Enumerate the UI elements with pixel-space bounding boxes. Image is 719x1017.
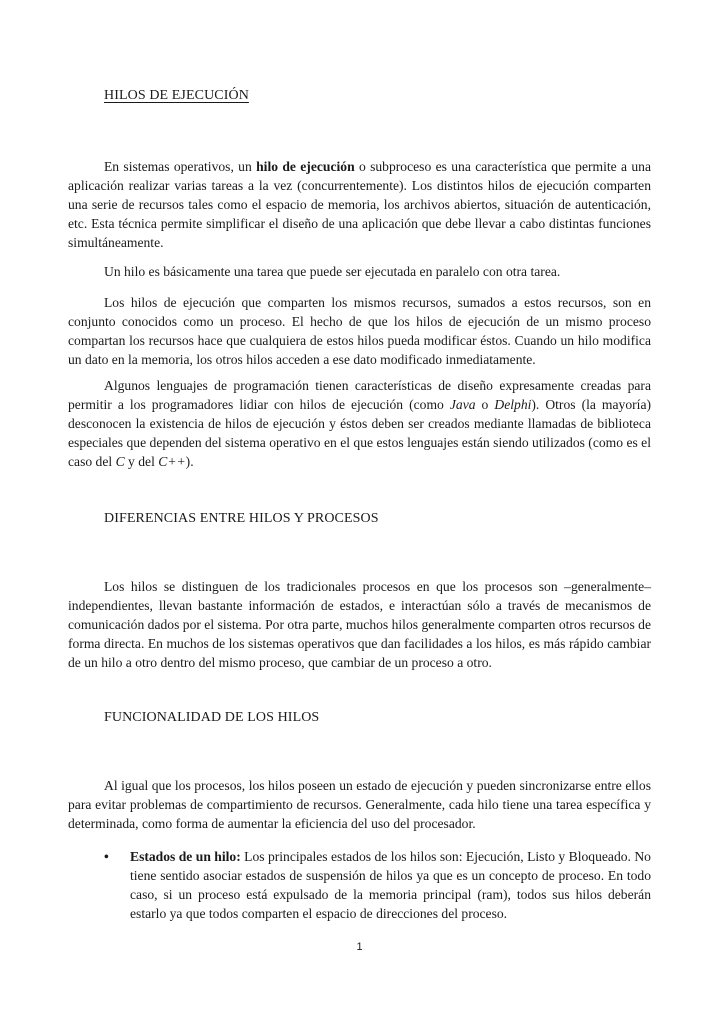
paragraph-languages — [68, 376, 651, 471]
bullet-marker: • — [104, 849, 109, 864]
page-number: 1 — [356, 941, 363, 953]
paragraph-definition: Un hilo es básicamente una tarea que puede ser ejecutada en paralelo con otra tarea. — [104, 264, 561, 279]
page-title: HILOS DE EJECUCIÓN — [104, 88, 249, 103]
paragraph-functionality: Al igual que los procesos, los hilos poseen un estado de ejecución y pueden sincronizarse entre ellos para evitar problemas de compartimiento de recursos. Generalmente, cada hilo tiene una tarea específica y determinada, como forma de aumentar la eficiencia del uso del procesador. — [68, 778, 651, 831]
languages-text-a: Algunos lenguajes de programación tienen características de diseño expresamente creadas para permitir a los programadores lidiar con hilos de ejecución (como — [68, 378, 651, 412]
section-heading-differences: DIFERENCIAS ENTRE HILOS Y PROCESOS — [104, 511, 379, 526]
paragraph-intro — [68, 157, 651, 252]
intro-text-start: En sistemas operativos, un — [104, 159, 257, 174]
intro-text-end: o subproceso es una característica que permite a una aplicación realizar varias tareas a la vez (concurrentemente). Los distintos hilos de ejecución comparten una serie de recursos tales como el espacio de memoria, los archivos abiertos, situación de autenticación, etc. Esta técnica permite simplificar el diseño de una aplicación que debe llevar a cabo distintas funciones simultáneamente. — [68, 159, 651, 250]
language-delphi: Delphi — [494, 397, 532, 412]
paragraph-process: Los hilos de ejecución que comparten los mismos recursos, sumados a estos recursos, son en conjunto conocidos como un proceso. El hecho de que los hilos de ejecución de un mismo proceso compartan los recursos hace que cualquiera de estos hilos pueda modificar éstos. Cuando un hilo modifica un dato en la memoria, los otros hilos acceden a ese dato modificado inmediatamente. — [68, 295, 651, 367]
languages-text-c: ). Otros (la mayoría) desconocen la existencia de hilos de ejecución y éstos deben ser creados mediante llamadas de biblioteca especiales que dependen del sistema operativo en el que estos lenguajes están siendo utilizados (como es el caso del — [68, 397, 652, 469]
languages-text-e: ). — [185, 454, 194, 469]
languages-text-b: o — [475, 397, 495, 412]
bullet-label: Estados de un hilo: — [130, 849, 241, 864]
list-item — [68, 847, 651, 923]
section-heading-functionality: FUNCIONALIDAD DE LOS HILOS — [104, 710, 320, 725]
bullet-text: Los principales estados de los hilos son: Ejecución, Listo y Bloqueado. No tiene sentido asociar estados de suspensión de hilos ya que es un concepto de proceso. En todo caso, si un proceso está expulsado de la memoria principal (ram), todos sus hilos deberán estarlo ya que todos comparten el espacio de direcciones del proceso. — [130, 849, 651, 921]
language-cpp: C++ — [158, 454, 186, 469]
term-hilo-de-ejecucion: hilo de ejecución — [256, 159, 355, 174]
states-list — [68, 847, 651, 923]
language-java: Java — [449, 397, 476, 412]
paragraph-differences: Los hilos se distinguen de los tradicionales procesos en que los procesos son –generalmente– independientes, llevan bastante información de estados, e interactúan sólo a través de mecanismos de comunicación dados por el sistema. Por otra parte, muchos hilos generalmente comparten otros recursos de forma directa. En muchos de los sistemas operativos que dan facilidades a los hilos, es más rápido cambiar de un hilo a otro dentro del mismo proceso, que cambiar de un proceso a otro. — [68, 579, 651, 670]
language-c: C — [115, 454, 125, 469]
languages-text-d: y del — [124, 454, 159, 469]
